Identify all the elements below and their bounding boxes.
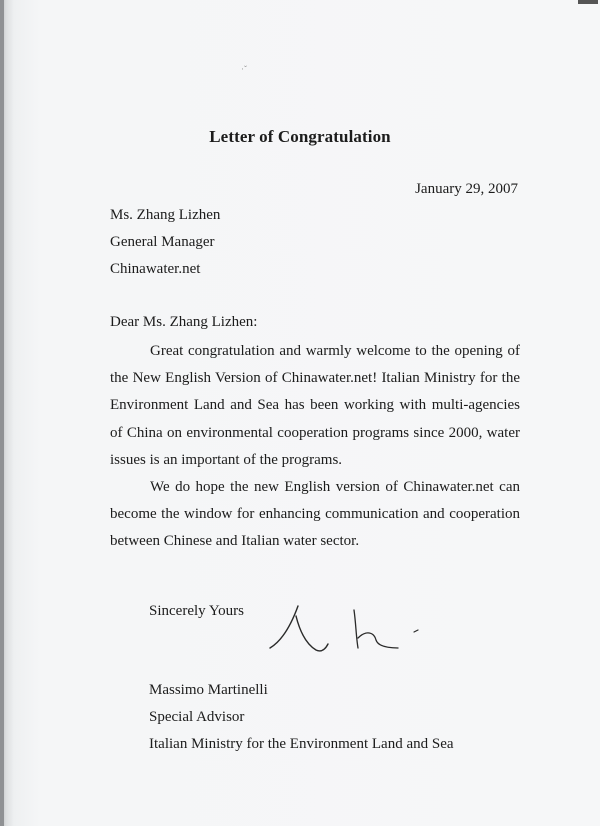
body-paragraph: We do hope the new English version of Chinawater.net can become the window for enhancing communication and cooperation between Chinese and Italian water sector. — [110, 479, 520, 550]
letter-date: January 29, 2007 — [415, 181, 518, 197]
scan-smudge: ·ˇ — [241, 64, 247, 74]
letter-title: Letter of Congratulation — [209, 127, 391, 146]
salutation: Dear Ms. Zhang Lizhen: — [110, 314, 258, 330]
signer-title: Special Advisor — [149, 709, 245, 725]
closing: Sincerely Yours — [149, 603, 245, 619]
scan-corner-mark — [578, 0, 598, 4]
recipient-position: General Manager — [110, 234, 215, 250]
signer-name: Massimo Martinelli — [149, 682, 268, 698]
letter-body — [110, 338, 520, 556]
body-paragraph: Great congratulation and warmly welcome to the opening of the New English Version of Chinawater.net! Italian Ministry for the Environment Land and Sea has been working with multi-agencies of China on environmental cooperation programs since 2000, water issues is an important of the programs. — [110, 343, 520, 468]
signer-organization: Italian Ministry for the Environment Land and Sea — [149, 736, 454, 752]
scan-edge-shadow — [0, 0, 4, 826]
recipient-organization: Chinawater.net — [110, 261, 201, 277]
handwritten-signature — [262, 596, 432, 666]
recipient-name: Ms. Zhang Lizhen — [110, 207, 221, 223]
